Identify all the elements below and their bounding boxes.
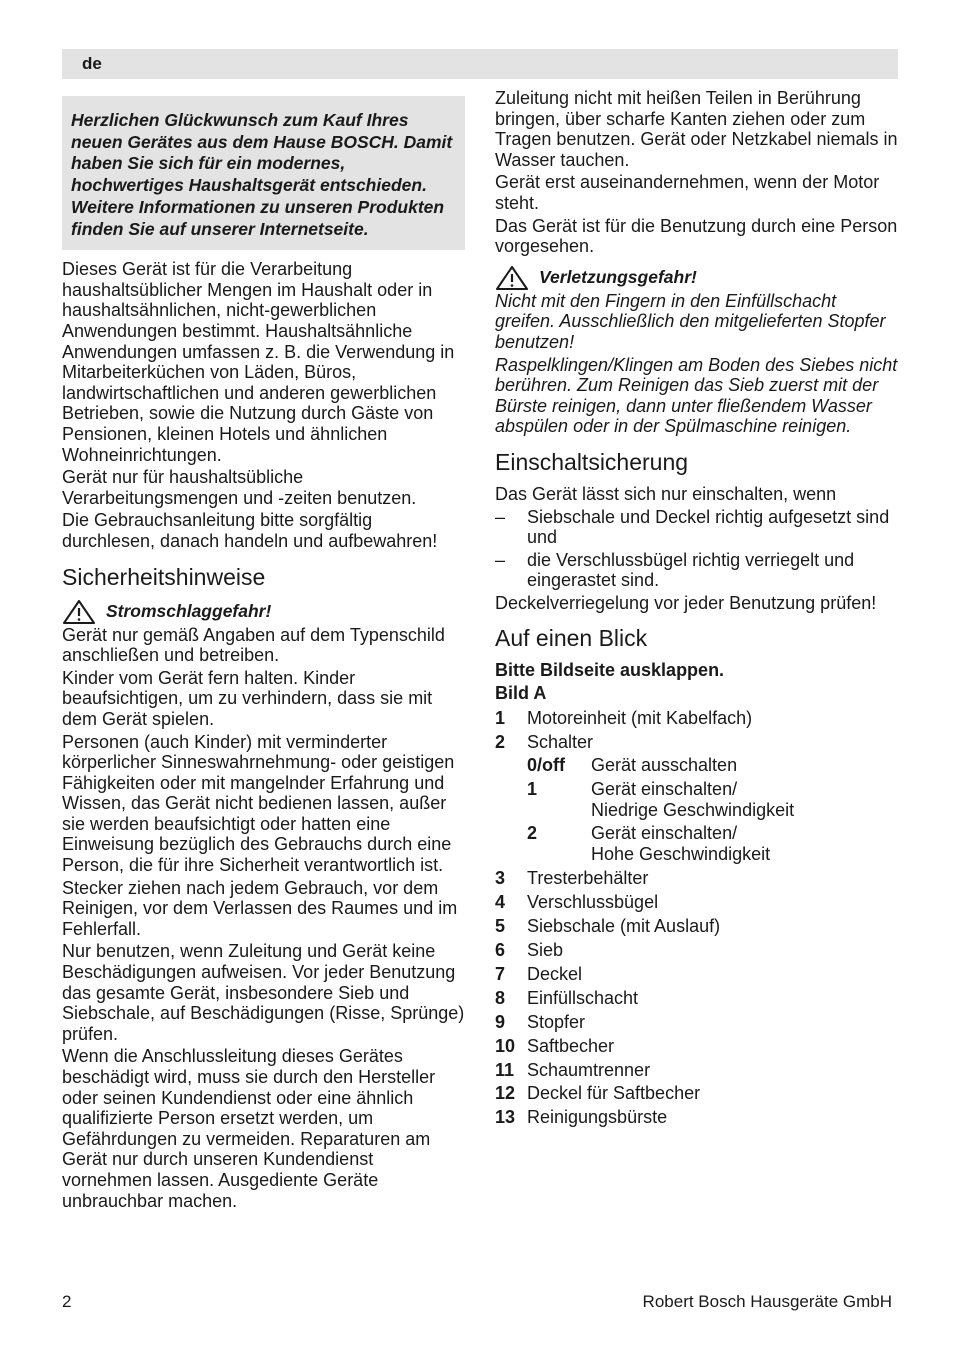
overview-heading: Auf einen Blick <box>495 625 648 652</box>
figure-label: Bild A <box>495 683 547 704</box>
switch-setting <box>527 755 898 776</box>
dash-bullet: – <box>495 506 506 527</box>
switch-key: 0/off <box>527 755 565 776</box>
part-number: 8 <box>495 987 506 1008</box>
switch-setting <box>527 779 898 820</box>
lock-intro: Das Gerät lässt sich nur einschalten, wenn <box>495 483 837 504</box>
left-column <box>62 88 465 1213</box>
shock-warning <box>62 599 465 625</box>
list-item <box>495 940 898 961</box>
warning-triangle-icon <box>495 265 529 291</box>
safety-paragraph: Wenn die Anschlussleitung dieses Gerätes beschädigt wird, muss sie durch den Hersteller oder seinen Kundendienst oder eine ähnlich qualifizierte Person ersetzt werden, um Gefährdungen zu vermeiden. Reparaturen am Gerät nur durch unseren Kundendienst vornehmen lassen. Ausgediente Geräte unbrauchbar machen. <box>62 1046 436 1211</box>
list-item <box>495 708 898 729</box>
footer-company: Robert Bosch Hausgeräte GmbH <box>642 1292 892 1311</box>
part-number: 10 <box>495 1035 516 1056</box>
intro-box: Herzlichen Glückwunsch zum Kauf Ihres neuen Gerätes aus dem Hause BOSCH. Damit haben Sie sich für ein modernes, hochwertiges Haushaltsgerät entschieden. Weitere Informationen zu unseren Produkten finden Sie auf unserer Internetseite. <box>62 96 465 250</box>
part-label: Schalter <box>527 731 594 752</box>
switch-label: Gerät einschalten/ Niedrige Geschwindigkeit <box>591 779 795 820</box>
usage-paragraph: Dieses Gerät ist für die Verarbeitung haushaltsüblicher Mengen im Haushalt oder in haushaltsähnlichen, nicht-gewerblichen Anwendungen bestimmt. Haushaltsähnliche Anwendungen umfassen z. B. die Verwendung in Mitarbeiterküchen von Läden, Büros, landwirtschaftlichen und anderen gewerblichen Betrieben, sowie die Nutzung durch Gäste von Pensionen, kleinen Hotels und ähnlichen Wohneinrichtungen. <box>62 259 455 465</box>
part-label: Tresterbehälter <box>527 868 649 889</box>
list-item <box>495 507 898 548</box>
list-item <box>495 892 898 913</box>
usage-paragraph: Gerät nur für haushaltsübliche Verarbeitungsmengen und -zeiten benutzen. <box>62 467 417 508</box>
list-item <box>495 964 898 985</box>
part-label: Deckel für Saftbecher <box>527 1083 701 1104</box>
list-item <box>495 1012 898 1033</box>
part-number: 6 <box>495 940 506 961</box>
injury-text <box>495 291 898 437</box>
list-item <box>495 1036 898 1057</box>
injury-paragraph: Raspelklingen/Klingen am Boden des Siebes nicht berühren. Zum Reinigen das Sieb zuerst mit der Bürste reinigen, dann unter fließendem Wasser abspülen oder in der Spülmaschine reinigen. <box>495 354 898 437</box>
safety-paragraph: Gerät nur gemäß Angaben auf dem Typenschild anschließen und betreiben. <box>62 624 445 666</box>
injury-paragraph: Nicht mit den Fingern in den Einfüllschacht greifen. Ausschließlich den mitgelieferten Stopfer benutzen! <box>495 290 886 352</box>
list-item <box>495 1083 898 1104</box>
part-label: Deckel <box>527 963 583 984</box>
part-label: Saftbecher <box>527 1035 615 1056</box>
safety-paragraph: Zuleitung nicht mit heißen Teilen in Berührung bringen, über scharfe Kanten ziehen oder zum Tragen benutzen. Gerät oder Netzkabel niemals in Wasser tauchen. <box>495 88 898 170</box>
part-number: 12 <box>495 1083 516 1104</box>
lock-outro: Deckelverriegelung vor jeder Benutzung prüfen! <box>495 592 877 613</box>
list-item <box>495 1107 898 1128</box>
part-number: 7 <box>495 963 506 984</box>
shock-warning-label: Stromschlaggefahr! <box>106 601 272 622</box>
safety-paragraph: Nur benutzen, wenn Zuleitung und Gerät keine Beschädigungen aufweisen. Vor jeder Benutzung das gesamte Gerät, insbesondere Sieb und Siebschale, auf Beschädigungen (Risse, Sprünge) prüfen. <box>62 941 465 1044</box>
part-number: 9 <box>495 1011 506 1032</box>
language-bar <box>62 49 898 79</box>
list-item-text: die Verschlussbügel richtig verriegelt und eingerastet sind. <box>527 549 855 591</box>
page-number: 2 <box>62 1292 72 1311</box>
right-column <box>495 88 898 1131</box>
dash-bullet: – <box>495 549 506 570</box>
injury-warning <box>495 265 898 291</box>
part-label: Einfüllschacht <box>527 987 639 1008</box>
part-number: 1 <box>495 707 506 728</box>
list-item <box>495 1060 898 1081</box>
part-number: 5 <box>495 916 506 937</box>
list-item <box>495 988 898 1009</box>
usage-paragraph: Die Gebrauchsanleitung bitte sorgfältig durchlesen, danach handeln und aufbewahren! <box>62 510 438 551</box>
safety-paragraph: Das Gerät ist für die Benutzung durch eine Person vorgesehen. <box>495 215 898 257</box>
part-number: 3 <box>495 868 506 889</box>
safety-paragraph: Kinder vom Gerät fern halten. Kinder beaufsichtigen, um zu verhindern, dass sie mit dem Gerät spielen. <box>62 667 433 729</box>
list-item <box>495 916 898 937</box>
part-number: 2 <box>495 731 506 752</box>
language-code: de <box>82 54 102 73</box>
injury-warning-label: Verletzungsgefahr! <box>539 267 697 288</box>
safety-paragraph: Personen (auch Kinder) mit verminderter körperlicher Sinneswahrnehmung- oder geistigen Fähigkeiten oder mit mangelnder Erfahrung und Wissen, das Gerät nicht bedienen lassen, außer sie werden beaufsichtigt oder hatten eine Einweisung bezüglich des Gebrauchs durch eine Person, die für ihre Sicherheit verantwortlich ist. <box>62 731 455 876</box>
part-label: Verschlussbügel <box>527 892 659 913</box>
switch-label: Gerät einschalten/ Hohe Geschwindigkeit <box>591 823 771 864</box>
part-number: 13 <box>495 1107 516 1128</box>
list-item <box>495 550 898 591</box>
part-label: Siebschale (mit Auslauf) <box>527 916 721 937</box>
switch-key: 2 <box>527 823 538 844</box>
switch-setting <box>527 823 898 864</box>
part-number: 4 <box>495 892 506 913</box>
switch-label: Gerät ausschalten <box>591 755 738 776</box>
fold-note: Bitte Bildseite ausklappen. <box>495 660 725 681</box>
lock-heading: Einschaltsicherung <box>495 448 689 475</box>
switch-key: 1 <box>527 779 538 800</box>
parts-list <box>495 708 898 1128</box>
part-label: Motoreinheit (mit Kabelfach) <box>527 707 753 728</box>
part-label: Stopfer <box>527 1011 586 1032</box>
list-item <box>495 732 898 753</box>
safety-paragraph: Gerät erst auseinandernehmen, wenn der Motor steht. <box>495 172 880 213</box>
list-item-text: Siebschale und Deckel richtig aufgesetzt sind und <box>527 506 890 548</box>
part-label: Sieb <box>527 940 564 961</box>
part-label: Reinigungsbürste <box>527 1107 668 1128</box>
part-label: Schaumtrenner <box>527 1059 651 1080</box>
warning-triangle-icon <box>62 599 96 625</box>
safety-heading: Sicherheitshinweise <box>62 563 266 590</box>
safety-paragraph: Stecker ziehen nach jedem Gebrauch, vor dem Reinigen, vor dem Verlassen des Raumes und im Fehlerfall. <box>62 877 458 939</box>
part-number: 11 <box>495 1059 515 1080</box>
list-item <box>495 868 898 889</box>
